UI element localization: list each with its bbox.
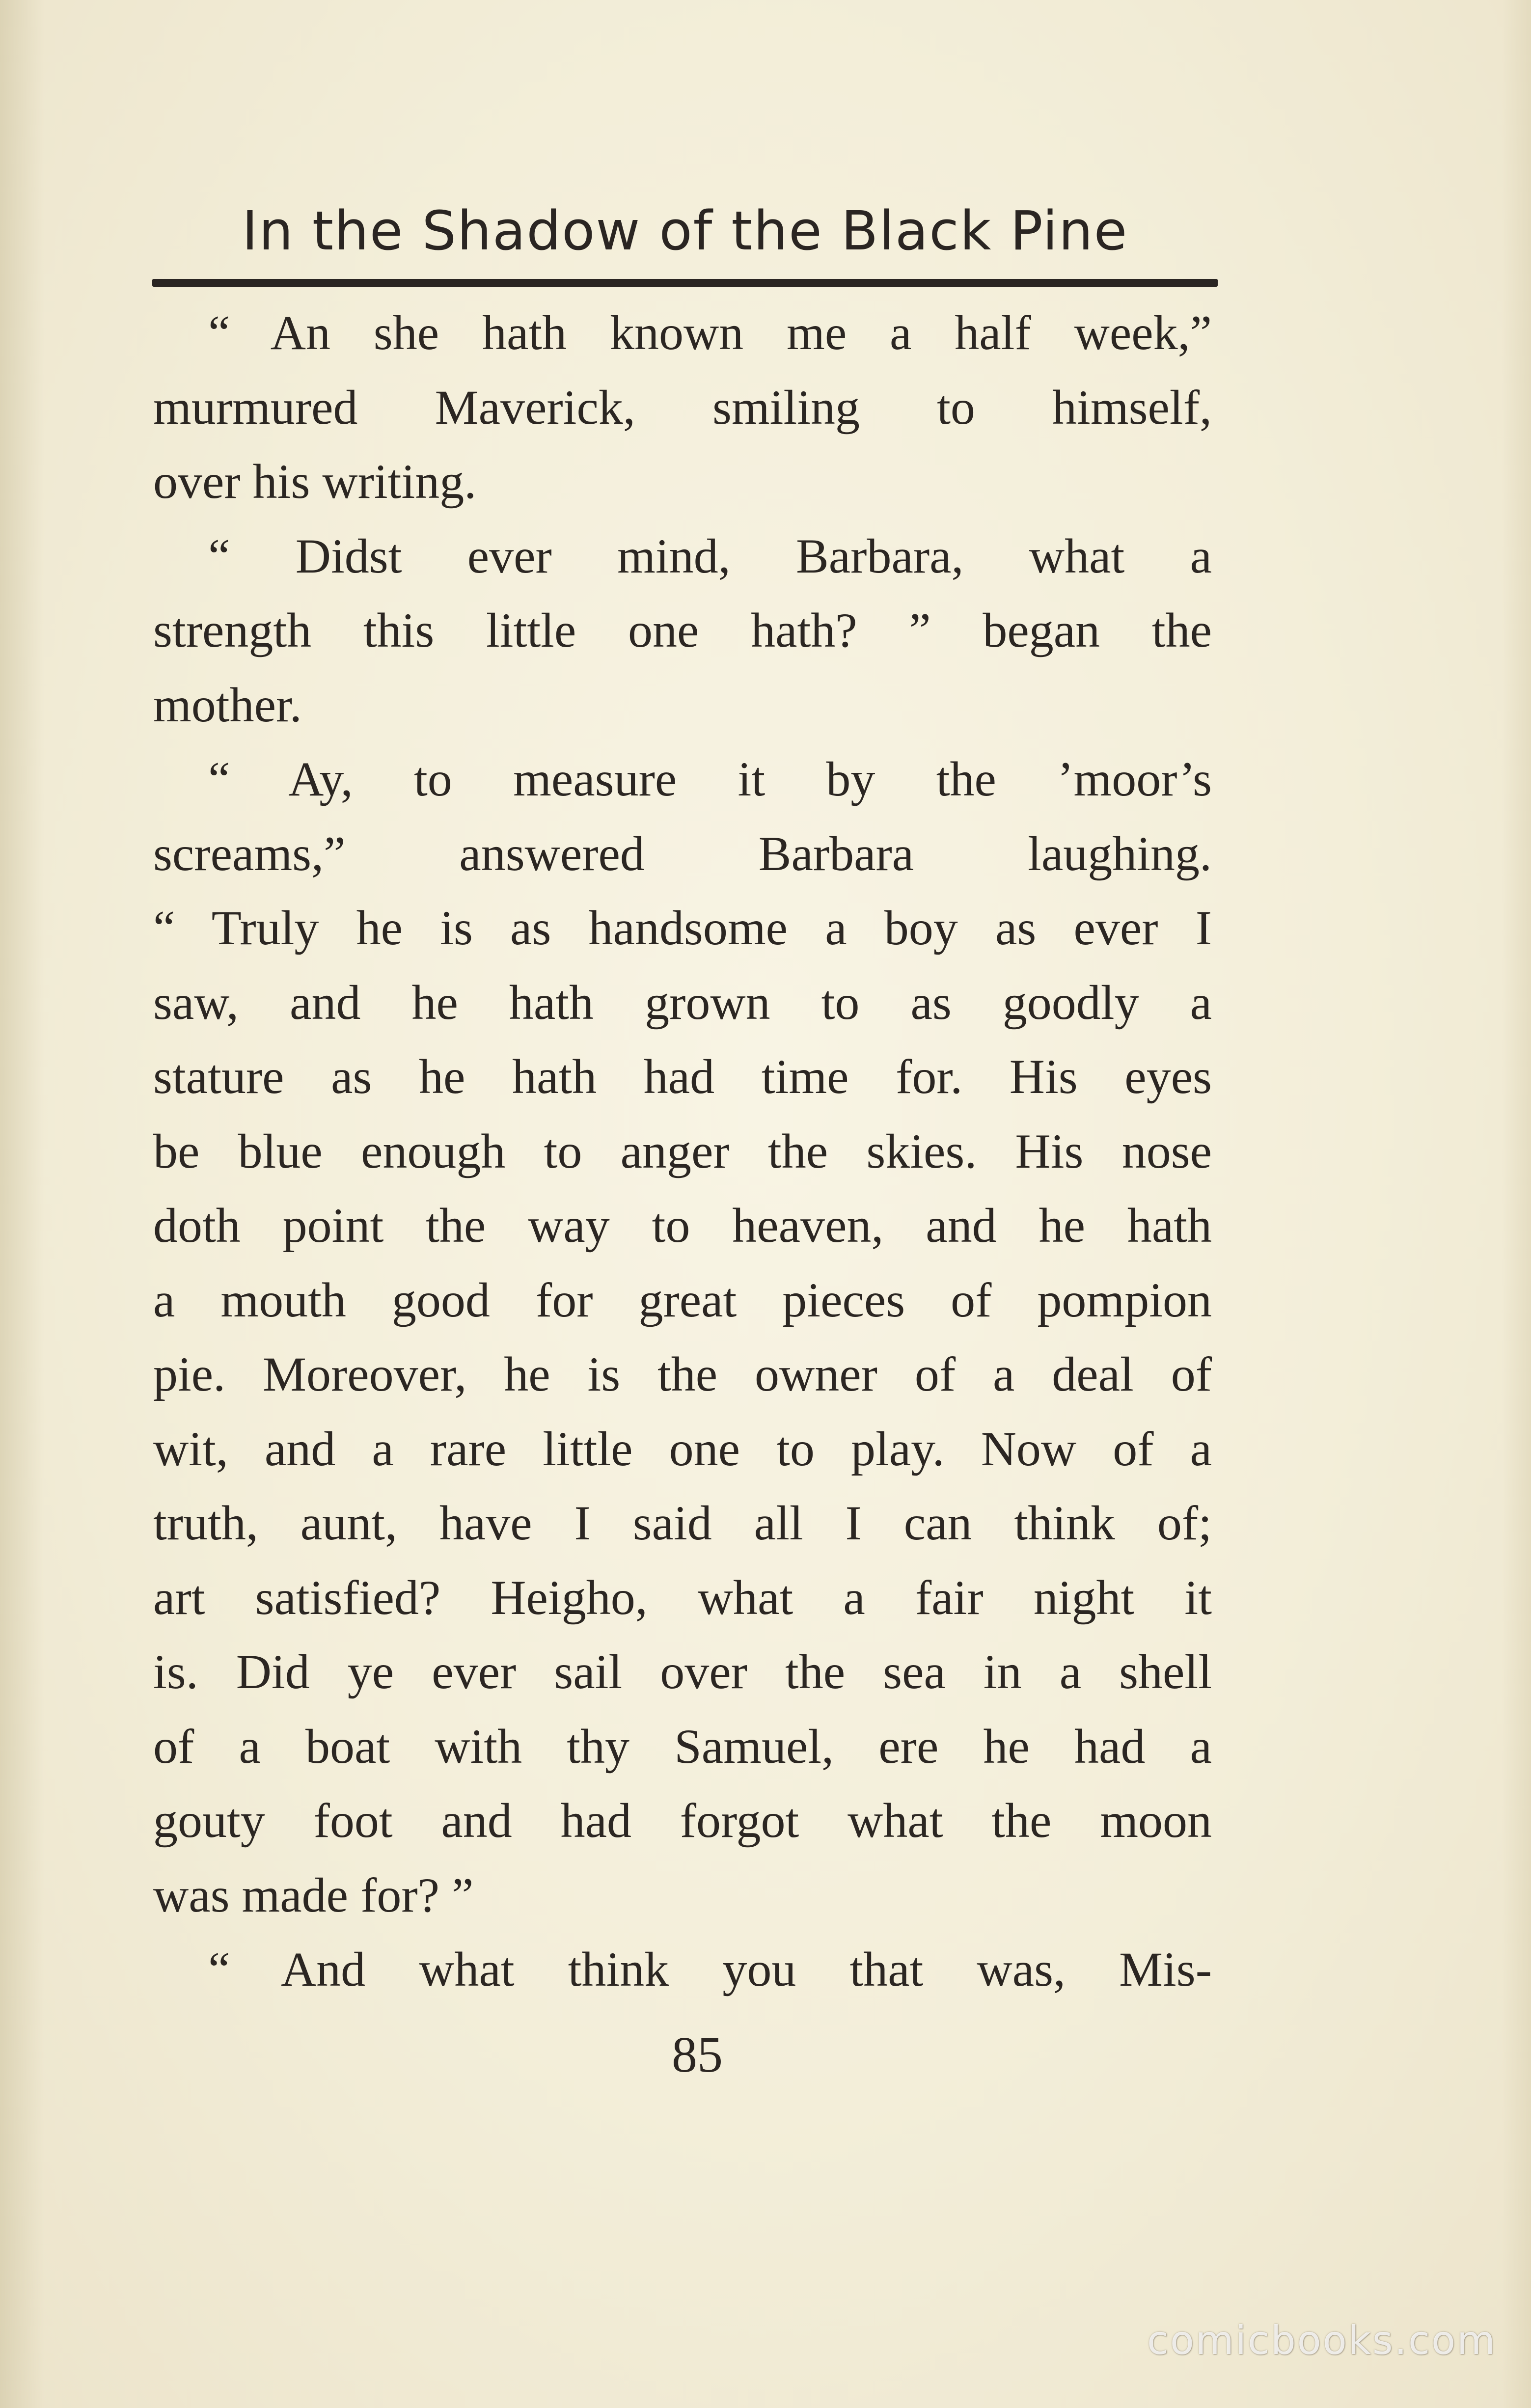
text-line: mother. — [153, 677, 302, 732]
text-line: “ An she hath known me a half week,” — [208, 305, 1212, 360]
text-line: be blue enough to anger the skies. His nose — [153, 1123, 1212, 1178]
page-number: 85 — [672, 2026, 723, 2083]
text-line: “ Truly he is as handsome a boy as ever I — [153, 901, 1212, 955]
text-line: stature as he hath had time for. His eyes — [153, 1049, 1212, 1104]
text-line: “ Ay, to measure it by the ’moor’s — [208, 752, 1212, 806]
text-line: saw, and he hath grown to as goodly a — [153, 975, 1212, 1030]
text-line: gouty foot and had forgot what the moon — [153, 1793, 1212, 1848]
text-line: doth point the way to heaven, and he hath — [153, 1198, 1212, 1253]
body-text — [153, 296, 1212, 2007]
text-line: is. Did ye ever sail over the sea in a shell — [153, 1644, 1212, 1699]
text-line: over his writing. — [153, 454, 477, 509]
text-line: murmured Maverick, smiling to himself, — [153, 380, 1212, 435]
page-shadow-right — [1502, 0, 1531, 2408]
text-line: screams,” answered Barbara laughing. — [153, 826, 1212, 881]
text-line: strength this little one hath? ” began the — [153, 603, 1212, 657]
header-rule — [152, 279, 1218, 287]
text-line: “ And what think you that was, Mis- — [208, 1942, 1212, 1997]
text-line: of a boat with thy Samuel, ere he had a — [153, 1719, 1212, 1774]
text-line: wit, and a rare little one to play. Now of a — [153, 1421, 1212, 1476]
running-title: In the Shadow of the Black Pine — [242, 199, 1128, 262]
text-line: truth, aunt, have I said all I can think of; — [153, 1496, 1212, 1550]
text-line: a mouth good for great pieces of pompion — [153, 1272, 1212, 1327]
text-line: art satisfied? Heigho, what a fair night it — [153, 1570, 1212, 1625]
page-shadow-left — [0, 0, 44, 2408]
text-line: “ Didst ever mind, Barbara, what a — [208, 528, 1212, 583]
watermark: comicbooks.com — [1147, 2318, 1497, 2363]
text-line: was made for? ” — [153, 1867, 474, 1922]
text-line: pie. Moreover, he is the owner of a deal of — [153, 1347, 1212, 1401]
